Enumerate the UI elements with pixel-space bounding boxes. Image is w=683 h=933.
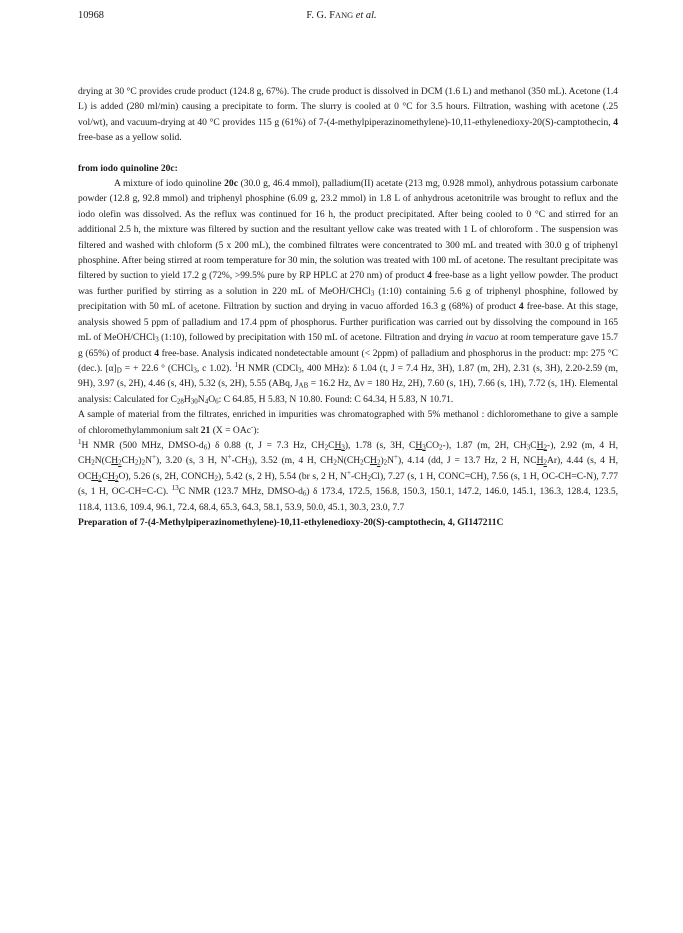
page-number: 10968: [78, 10, 104, 21]
running-title: [78, 10, 605, 21]
paragraph-crude-product: drying at 30 °C provides crude product (124.8 g, 67%). The crude product is dissolved in DCM (1.6 L) and methanol (350 mL). Acetone (1.4 L) is added (280 ml/min) causing a precipitate to form. The slurry is cooled at 0 °C for 3.5 hours. Filtration, washing with acetone (.25 vol/wt), and vacuum-drying at 40 °C provides 115 g (61%) of 7-(4-methylpiperazinomethylene)-10,11-ethylenedioxy-20(S)-camptothecin, 4 free-base as a yellow solid.: [78, 86, 618, 144]
paragraph-nmr-data: $^1$H NMR (500 MHz, DMSO-$d_6$) δ 0.88 (t, J = 7.3 Hz, $CH_2CH_3$), 1.78 (s, 3H, $CH_3CO_2-$), 1.87 (m, 2H, $CH_3CH_2-$), 2.92 (m, 4 H, $CH_2N(CH_2CH_2)_2N^+$), 3.20 (s, 3 H, $N^+-CH_3$), 3.52 (m, 4 H, $CH_2N(CH_2CH_2)_2N^+$), 4.14 (dd, J = 13.7 Hz, 2 H, $NCH_2Ar$), 4.44 (s, 4 H, $OCH_2CH_2O$), 5.26 (s, 2H, $CONCH_2$), 5.42 (s, 2 H), 5.54 (br s, 2 H, $N^+-CH_2Cl$), 7.27 (s, 1 H, CONC=CH), 7.56 (s, 1 H, OC-CH=C-N), 7.77 (s, 1 H, OC-CH=C-C). $^{13}$C NMR (123.7 MHz, DMSO-$d_6$) δ 173.4, 172.5, 156.8, 150.3, 150.1, 147.2, 146.0, 145.1, 136.3, 128.4, 123.5, 118.4, 113.6, 109.4, 96.1, 72.4, 68.4, 65.3, 64.3, 58.1, 53.9, 50.0, 45.1, 30.3, 23.0, 7.7: [78, 437, 619, 513]
author-small-caps: ANG: [335, 11, 354, 20]
running-header: [78, 10, 605, 26]
paragraph-chromatography: A sample of material from the filtrates, enriched in impurities was chromatographed with 5% methanol : dichloromethane to give a sample of chloromethylammonium salt 21 (X = OAc-):: [78, 409, 618, 436]
section-heading-iodo-quinoline: from iodo quinoline 20c:: [78, 162, 178, 174]
paragraph-procedure: A mixture of iodo quinoline 20c (30.0 g, 46.4 mmol), palladium(II) acetate (213 mg, 0.928 mmol), anhydrous potassium carbonate powder (12.8 g, 92.8 mmol) and triphenyl phosphine (6.09 g, 23.2 mmol) in 1.8 L of anhydrous acetonitrile was brought to reflux and the iodo olefin was dissolved. As the reflux was continued for 16 h, the product precipitated. After being cooled to 0 °C and stirred for an additional 2.5 h, the mixture was filtered by suction and the resultant yellow cake was treated with 1 L of chloroform . The suspension was filtered and washed with chloform (5 x 200 mL), the combined filtrates were concentrated to 300 mL and treated with 30.0 g of triphenyl phosphine. After being stirred at room temperature for 30 min, the solution was treated with 100 mL of acetone. The resultant precipitate was filtered by suction to yield 17.2 g (72%, >99.5% pure by RP HPLC at 270 nm) of product 4 free-base as a light yellow powder. The product was further purified by stirring as a solution in 220 mL of MeOH/CHCl$_3$ (1:10) containing 5.6 g of triphenyl phosphine, followed by precipitation with 50 mL of acetone. Filtration by suction and drying in vacuo afforded 16.3 g (68%) of product 4 free-base. At this stage, analysis showed 5 ppm of palladium and 17.4 ppm of phosphorus. Further purification was carried out by dissolving the compound in 165 mL of MeOH/CHCl$_3$ (1:10), followed by precipitation with 150 mL of acetone. Filtration and drying in vacuo at room temperature gave 15.7 g (65%) of product 4 free-base. Analysis indicated nondetectable amount (< 2ppm) of palladium and phosphorus in the product: mp: 275 °C (dec.). $[\alpha]_D$ = + 22.6 ° (CHCl$_3$, c 1.02). $^1$H NMR (CDCl$_3$, 400 MHz): δ 1.04 (t, J = 7.4 Hz, 3H), 1.87 (m, 2H), 2.31 (s, 3H), 2.20-2.59 (m, 9H), 3.97 (s, 2H), 4.46 (s, 4H), 5.32 (s, 2H), 5.55 (ABq, $J_{AB} = 16.2$ Hz, Δv = 180 Hz, 2H), 7.60 (s, 1H), 7.66 (s, 1H), 7.72 (s, 1H). Elemental analysis: Calculated for $C_{28}H_{30}N_4O_6$: C 64.85, H 5.83, N 10.80. Found: C 64.34, H 5.83, N 10.71.: [78, 178, 619, 406]
et-al: et al.: [355, 10, 377, 21]
author-name: F. G. F: [306, 10, 336, 21]
section-heading-preparation: Preparation of 7-(4-Methylpiperazinomethylene)-10,11-ethylenedioxy-20(S)-camptothecin, 4, GI147211C: [78, 516, 504, 528]
page-body: [78, 84, 618, 530]
